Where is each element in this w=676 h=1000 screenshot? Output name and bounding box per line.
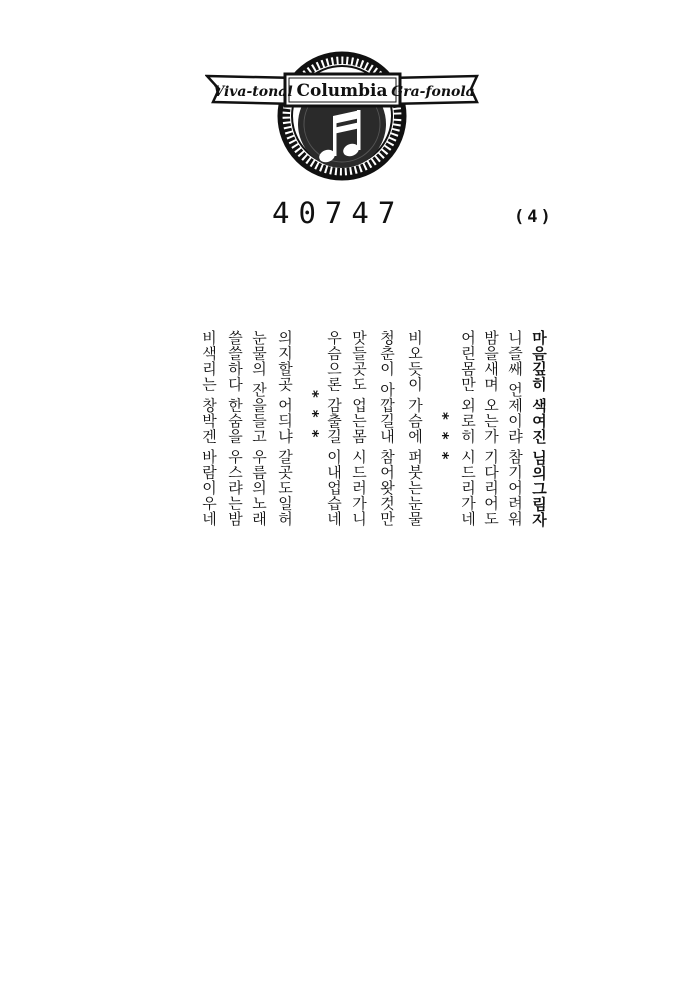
lyric-line: 청춘이 아깝길내 참어왓것만 (378, 330, 396, 527)
logo-left-text: Viva-tonal (213, 84, 293, 100)
lyric-line: 눈물의 잔을들고 우름의노래 (250, 330, 268, 527)
lyric-line: 우슴으론 감출길 이내업습네 (325, 330, 343, 527)
lyric-line: 맛들곳도 업는몸 시드러가니 (350, 330, 368, 527)
lyric-line: 쓸쓸하다 한숨을 우스랴는밤 (226, 330, 244, 527)
lyric-line: 마음깊히 색여진 님의그림자 (530, 330, 548, 528)
logo-center-text: Columbia (296, 81, 388, 101)
catalog-number: 40747 (272, 196, 405, 230)
columbia-logo (205, 38, 480, 183)
side-number: (4) (514, 207, 554, 227)
stanza-separator: * * * (434, 412, 452, 460)
lyric-line: 니즐쌔 언제이랴 참기어려워 (506, 330, 524, 527)
stanza-separator: * * * (304, 390, 322, 438)
lyrics-block (196, 330, 548, 630)
lyric-line: 의지할곳 어듸냐 갈곳도일허 (276, 330, 294, 527)
lyric-line: 밤을새며 오는가 기다리어도 (482, 330, 500, 527)
lyric-line: 어린몸만 외로히 시드리가네 (459, 330, 477, 527)
lyric-line: 비색리는 창박겐 바람이우네 (200, 330, 218, 527)
logo-right-text: Gra-fonola (391, 84, 475, 100)
lyric-line: 비오듯이 가슴에 퍼붓는눈물 (406, 330, 424, 527)
